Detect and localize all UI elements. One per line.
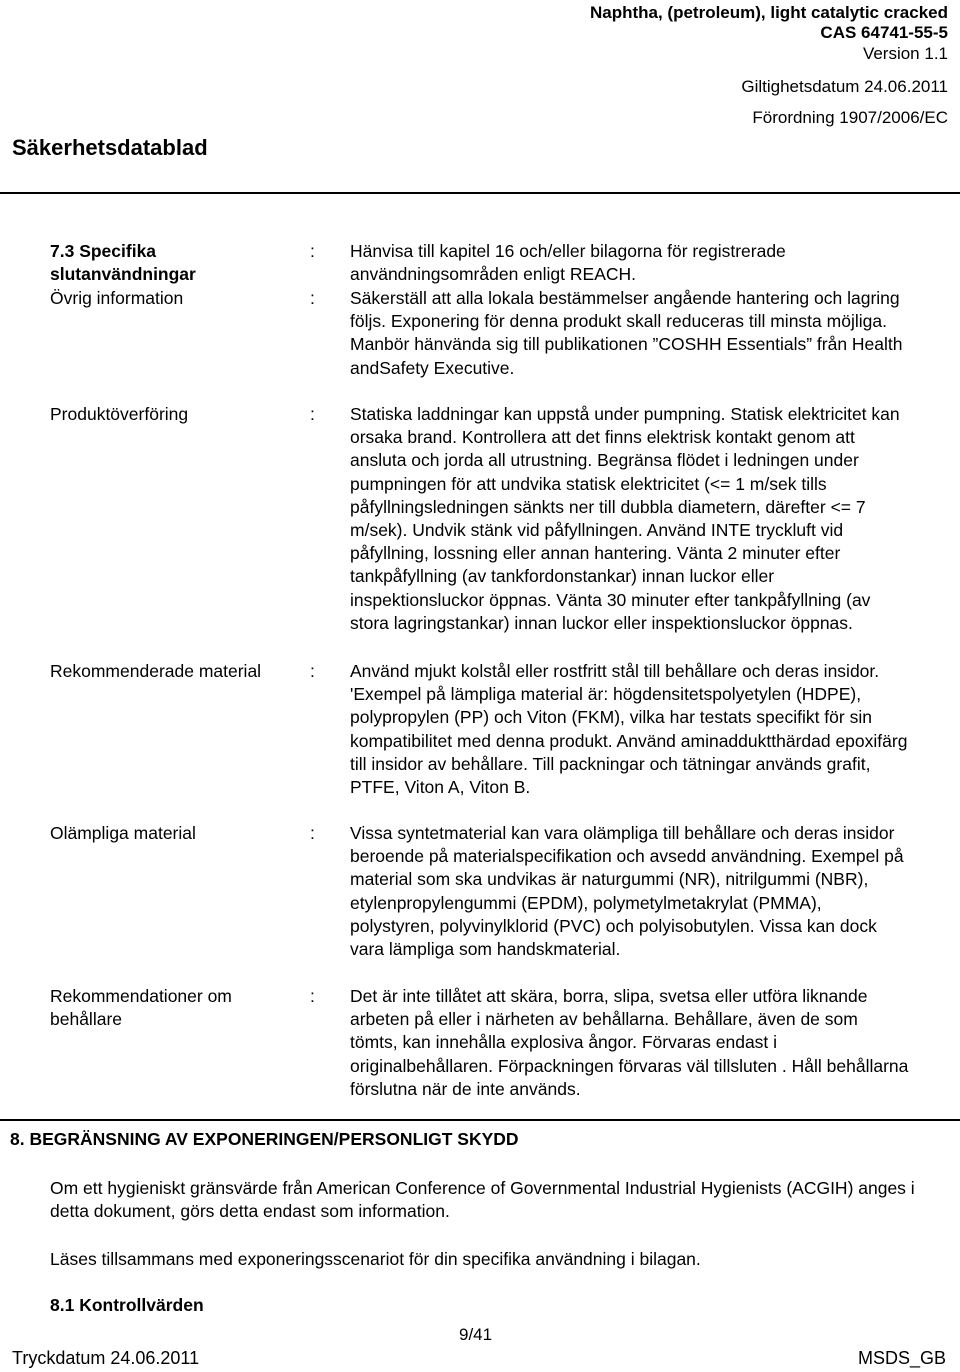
row-value: Det är inte tillåtet att skära, borra, slipa, svetsa eller utföra liknande arbeten på eller i närheten av behållarna. Behållare, även de som tömts, kan innehålla explosiva ångor. Förvaras endast i originalbehållaren. Förpackningen förvaras väl tillsluten . Håll behållarna förslutna när de inte används.: [350, 986, 909, 1099]
row-label: Övrig information: [50, 288, 184, 308]
validity-date: Giltighetsdatum 24.06.2011: [741, 77, 948, 96]
page-number: 9/41: [459, 1325, 493, 1344]
row-colon: :: [310, 823, 315, 843]
section-divider: [0, 1119, 960, 1121]
row-colon: :: [310, 241, 315, 261]
section-8-1-heading: 8.1 Kontrollvärden: [50, 1295, 204, 1315]
row-colon: :: [310, 288, 315, 308]
header-divider: [0, 192, 960, 194]
row-value: Statiska laddningar kan uppstå under pumpning. Statisk elektricitet kan orsaka brand. Kontrollera att det finns elektrisk kontakt genom att ansluta och jorda all utrustning. Begränsa flödet i ledningen under pumpningen för att undvika statisk elektricitet (<= 1 m/sek tills påfyllningsledningen sänkts ner till dubbla diametern, därefter <= 7 m/sek). Undvik stänk vid påfyllningen. Använd INTE tryckluft vid påfyllning, lossning eller annan hantering. Vänta 2 minuter efter tankpåfyllning (av tankfordonstankar) innan luckor eller inspektionsluckor öppnas. Vänta 30 minuter efter tankpåfyllning (av stora lagringstankar) innan luckor eller inspektionsluckor öppnas.: [350, 404, 900, 633]
section-8-paragraph-scenario: Läses tillsammans med exponeringsscenariot för din specifika användning i bilagan.: [50, 1249, 701, 1269]
row-value: Använd mjukt kolstål eller rostfritt stål till behållare och deras insidor. 'Exempel på lämpliga material är: högdensitetspolyetylen (HDPE), polypropylen (PP) och Viton (FKM), vilka har testats specifikt för sin kompatibilitet med denna produkt. Använd aminadduktthärdad epoxifärg till insidor av behållare. Till packningar och tätningar används grafit, PTFE, Viton A, Viton B.: [350, 661, 908, 798]
row-label: Produktöverföring: [50, 404, 189, 424]
cas-number: CAS 64741-55-5: [820, 23, 948, 42]
print-date: Tryckdatum 24.06.2011: [12, 1348, 200, 1368]
row-label: Rekommendationer om behållare: [50, 986, 232, 1030]
row-value: Vissa syntetmaterial kan vara olämpliga till behållare och deras insidor beroende på materialspecifikation och avsedd användning. Exempel på material som ska undvikas är naturgummi (NR), nitrilgummi (NBR), etylenpropylengummi (EPDM), polymetylmetakrylat (PMMA), polystyren, polyvinylklorid (PVC) och polyisobutylen. Vissa kan dock vara lämpliga som handskmaterial.: [350, 823, 904, 960]
section-8-heading: 8. BEGRÄNSNING AV EXPONERINGEN/PERSONLIGT SKYDD: [10, 1129, 519, 1149]
row-colon: :: [310, 986, 315, 1006]
regulation: Förordning 1907/2006/EC: [752, 108, 948, 127]
document-title: Säkerhetsdatablad: [12, 135, 208, 160]
version: Version 1.1: [862, 44, 948, 63]
row-label: 7.3 Specifika slutanvändningar: [50, 241, 196, 285]
row-colon: :: [310, 404, 315, 424]
row-label: Olämpliga material: [50, 823, 196, 843]
row-value: Säkerställ att alla lokala bestämmelser angående hantering och lagring följs. Exponering för denna produkt skall reduceras till minsta möjliga. Manbör hänvända sig till publikationen ”COSHH Essentials” från Health andSafety Executive.: [350, 288, 903, 378]
document-code: MSDS_GB: [857, 1348, 946, 1368]
row-label: Rekommenderade material: [50, 661, 262, 681]
row-colon: :: [310, 661, 315, 681]
product-name: Naphtha, (petroleum), light catalytic cracked: [589, 3, 948, 22]
section-8-paragraph-acgih: Om ett hygieniskt gränsvärde från American Conference of Governmental Industrial Hygienists (ACGIH) anges i detta dokument, görs detta endast som information.: [50, 1178, 915, 1221]
row-value: Hänvisa till kapitel 16 och/eller bilagorna för registrerade användningsområden enligt REACH.: [350, 241, 786, 285]
